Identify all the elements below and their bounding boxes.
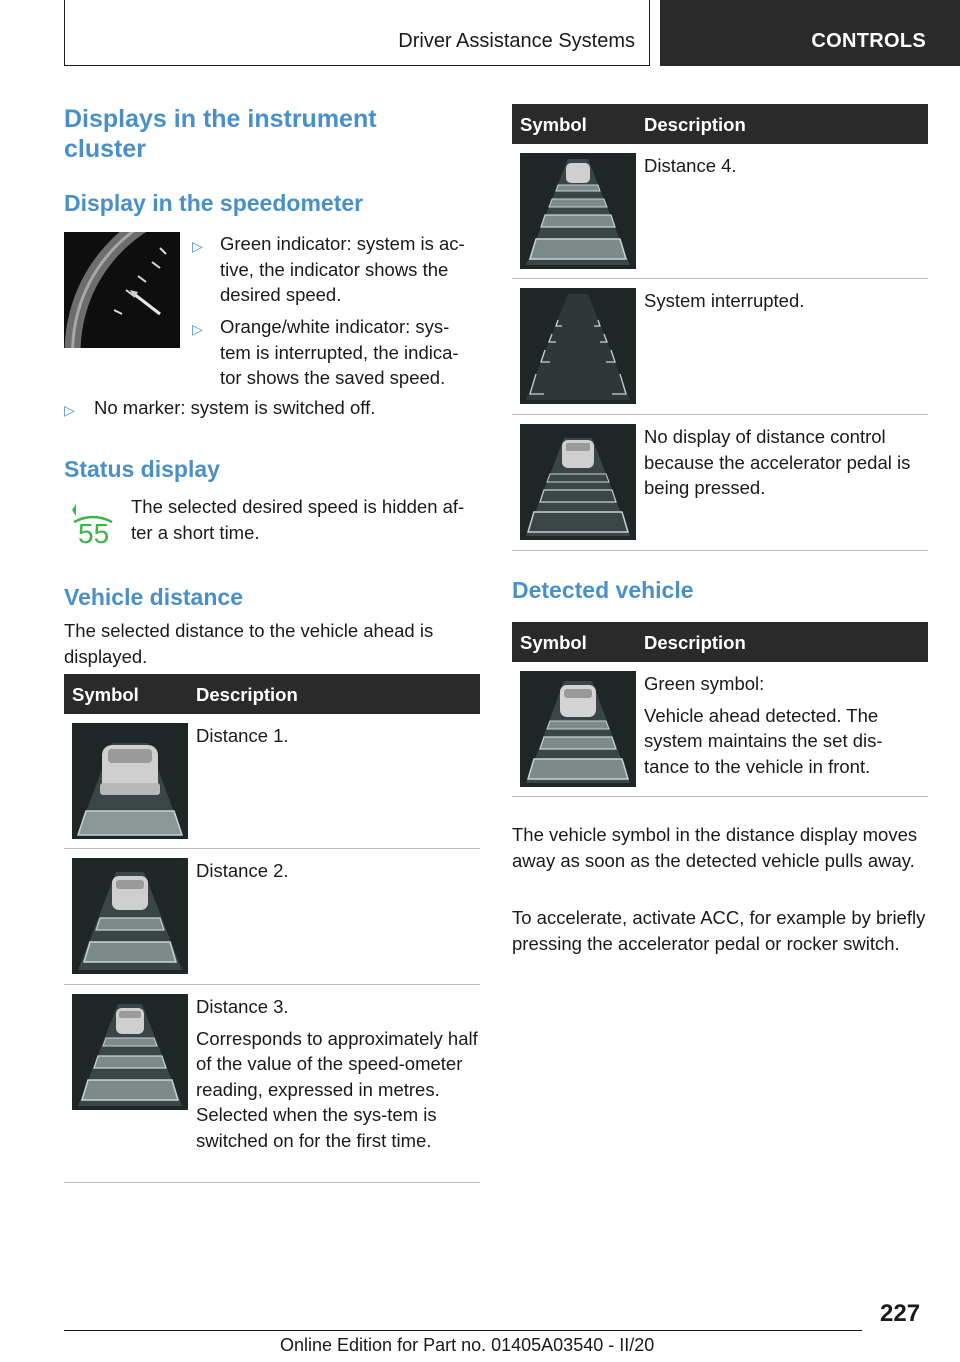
col-symbol: Symbol [520,114,587,135]
table-header [512,622,928,662]
table-row [512,279,928,415]
col-symbol: Symbol [72,684,139,705]
distance-table-continued [512,104,928,551]
vehicle-distance-intro: The selected distance to the vehicle ahead is displayed. [64,620,434,667]
detected-vehicle-para-1: The vehicle symbol in the distance display moves away as soon as the detected vehicle pulls away. [512,824,918,871]
accelerator-pressed-symbol [520,424,636,540]
distance-4-symbol [520,153,636,269]
status-display-heading: Status display [64,456,220,482]
footer-edition: Online Edition for Part no. 01405A03540 - II/20 [280,1335,655,1355]
table-row [64,985,480,1183]
table-row [64,849,480,985]
table-row [512,415,928,551]
header-chapter-title: CONTROLS [811,30,926,52]
detected-vehicle-symbol [520,671,636,787]
col-description: Description [644,114,746,135]
header-section-title: Driver Assistance Systems [398,30,635,52]
col-description: Description [644,632,746,653]
row-description: Green symbol: Vehicle ahead detected. The system maintains the set dis-tance to the vehicle in front. [644,673,883,777]
footer-divider [64,1330,862,1331]
triangle-bullet-icon: ▷ [192,321,203,337]
table-header [64,674,480,714]
page-number: 227 [880,1300,921,1327]
header-section-box [64,0,650,66]
col-symbol: Symbol [520,632,587,653]
detected-vehicle-table [512,622,928,797]
page-title: Displays in the instrument cluster [64,105,377,163]
vehicle-distance-heading: Vehicle distance [64,584,243,610]
header-chapter-box [660,0,960,66]
speed-status-icon [72,504,114,550]
system-interrupted-symbol [520,288,636,404]
detected-vehicle-para-2: To accelerate, activate ACC, for example by briefly pressing the accelerator pedal or rocker switch. [512,907,926,954]
row-description: Distance 1. [196,725,289,746]
table-row [512,662,928,797]
status-display-text: The selected desired speed is hidden af-ter a short time. [131,496,465,543]
speedometer-bullet-1: ▷ Green indicator: system is ac-tive, the indicator shows the desired speed. [192,233,465,305]
distance-3-symbol [72,994,188,1110]
distance-2-symbol [72,858,188,974]
triangle-bullet-icon: ▷ [64,402,75,418]
row-description: Distance 3. Corresponds to approximately half of the value of the speed-ometer reading, expressed in metres. Selected when the sys-tem is switched on for the first time. [196,996,478,1151]
row-description: Distance 4. [644,155,737,176]
row-description: System interrupted. [644,290,805,311]
speedometer-image [64,232,180,348]
speedometer-bullet-2: ▷ Orange/white indicator: sys-tem is interrupted, the indica-tor shows the saved speed. [192,316,459,388]
table-row [512,144,928,279]
row-description: No display of distance control because the accelerator pedal is being pressed. [644,426,911,498]
speedometer-heading: Display in the speedometer [64,190,364,216]
distance-table [64,674,480,1183]
table-header [512,104,928,144]
table-row [64,714,480,849]
speed-value-text: 55 [78,518,110,549]
row-description: Distance 2. [196,860,289,881]
distance-1-symbol [72,723,188,839]
col-description: Description [196,684,298,705]
detected-vehicle-heading: Detected vehicle [512,577,694,603]
speedometer-bullet-3: ▷ No marker: system is switched off. [64,395,480,421]
triangle-bullet-icon: ▷ [192,238,203,254]
